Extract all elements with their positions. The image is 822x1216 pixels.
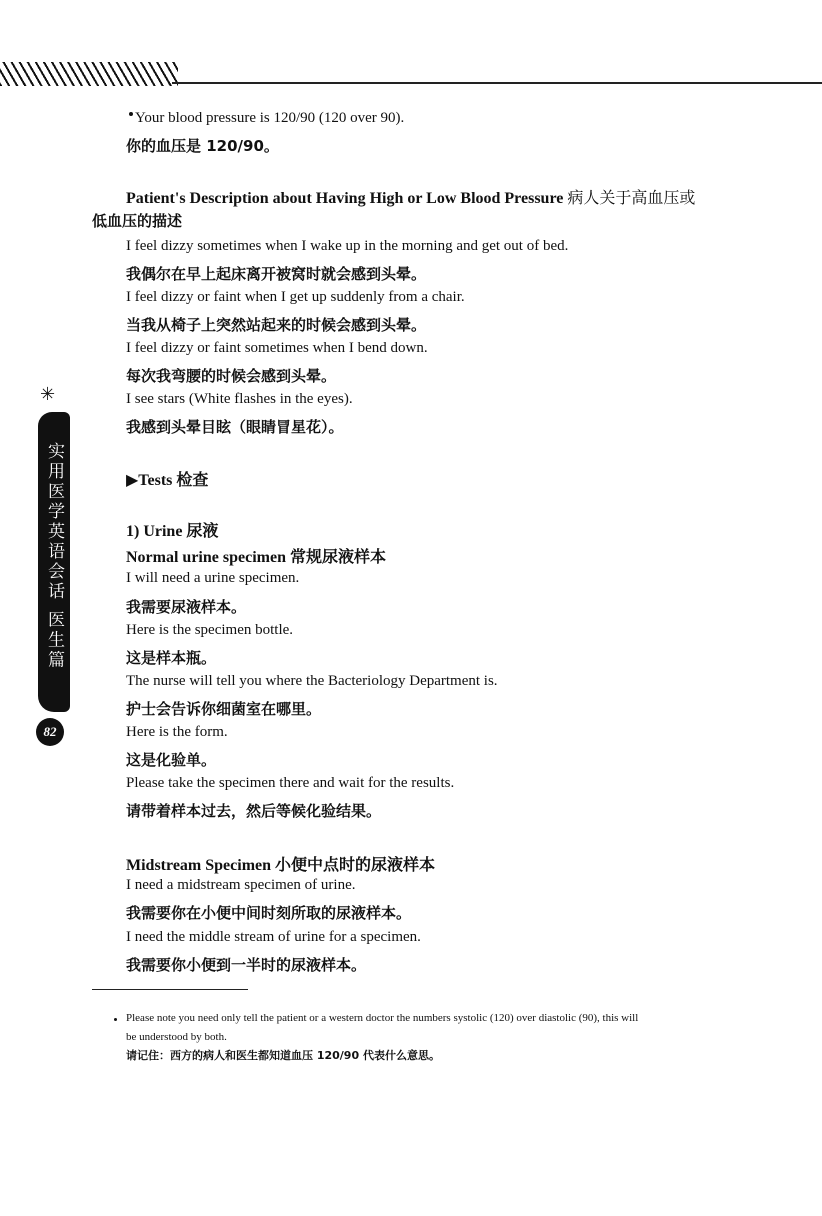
- line-u5-zh: 请带着样本过去，然后等候化验结果。: [126, 802, 382, 820]
- line-u4-zh: 这是化验单。: [126, 751, 217, 769]
- line-m2-en: I need the middle stream of urine for a specimen.: [126, 929, 421, 945]
- line-dizzy1-en: I feel dizzy sometimes when I wake up in the morning and get out of bed.: [126, 238, 569, 254]
- line-u1-en: I will need a urine specimen.: [126, 570, 300, 586]
- side-tab: [30, 382, 74, 722]
- footnote-marker: [129, 112, 133, 116]
- line-dizzy3-en: I feel dizzy or faint sometimes when I bend down.: [126, 340, 428, 356]
- line-dizzy3-zh: 每次我弯腰的时候会感到头晕。: [126, 367, 337, 385]
- line-u1-zh: 我需要尿液样本。: [126, 598, 247, 616]
- footnote-rule: [92, 989, 248, 990]
- subsection-heading-midstream: Midstream Specimen 小便中点时的尿液样本: [126, 857, 436, 874]
- section-heading-description-cont: 低血压的描述: [92, 212, 183, 230]
- line-u2-en: Here is the specimen bottle.: [126, 622, 294, 638]
- sparkle-icon: ✳: [40, 384, 56, 404]
- line-dizzy1-zh: 我偶尔在早上起床离开被窝时就会感到头晕。: [126, 265, 427, 283]
- page-number: 82: [36, 718, 64, 746]
- line-m1-en: I need a midstream specimen of urine.: [126, 877, 356, 893]
- line-u4-en: Here is the form.: [126, 724, 228, 740]
- side-tab-label: 实用医学英语会话 医生篇: [44, 442, 64, 671]
- heading-zh: 病人关于高血压或: [567, 188, 696, 207]
- heading-en: Patient's Description about Having High or Low Blood Pressure: [126, 190, 564, 207]
- line-u5-en: Please take the specimen there and wait for the results.: [126, 775, 455, 791]
- footnote-zh: 请记住：西方的病人和医生都知道血压 120/90 代表什么意思。: [126, 1049, 440, 1062]
- footnote-en-line2: be understood by both.: [126, 1031, 227, 1043]
- line-m2-zh: 我需要你小便到一半时的尿液样本。: [126, 956, 367, 974]
- header-rule: [172, 82, 822, 84]
- subsection-heading-normal: Normal urine specimen 常规尿液样本: [126, 549, 386, 566]
- line-u2-zh: 这是样本瓶。: [126, 649, 217, 667]
- line-u3-zh: 护士会告诉你细菌室在哪里。: [126, 700, 322, 718]
- footnote-en-line1: Please note you need only tell the patient or a western doctor the numbers systolic (120) over diastolic (90), this will: [126, 1012, 639, 1024]
- line-bp-en: Your blood pressure is 120/90 (120 over 90).: [135, 110, 405, 126]
- line-bp-zh: 你的血压是 120/90。: [126, 137, 279, 155]
- section-heading-tests: ▶Tests 检查: [126, 472, 209, 489]
- line-dizzy2-en: I feel dizzy or faint when I get up suddenly from a chair.: [126, 289, 465, 305]
- line-dizzy2-zh: 当我从椅子上突然站起来的时候会感到头晕。: [126, 316, 427, 334]
- line-stars-en: I see stars (White flashes in the eyes).: [126, 391, 353, 407]
- footnote-bullet: [114, 1018, 117, 1021]
- line-m1-zh: 我需要你在小便中间时刻所取的尿液样本。: [126, 904, 412, 922]
- line-u3-en: The nurse will tell you where the Bacteriology Department is.: [126, 673, 498, 689]
- line-stars-zh: 我感到头晕目眩（眼睛冒星花）。: [126, 418, 344, 436]
- section-heading-description: [126, 185, 695, 208]
- header-decoration: [0, 62, 178, 86]
- subsection-heading-urine: 1) Urine 尿液: [126, 523, 219, 540]
